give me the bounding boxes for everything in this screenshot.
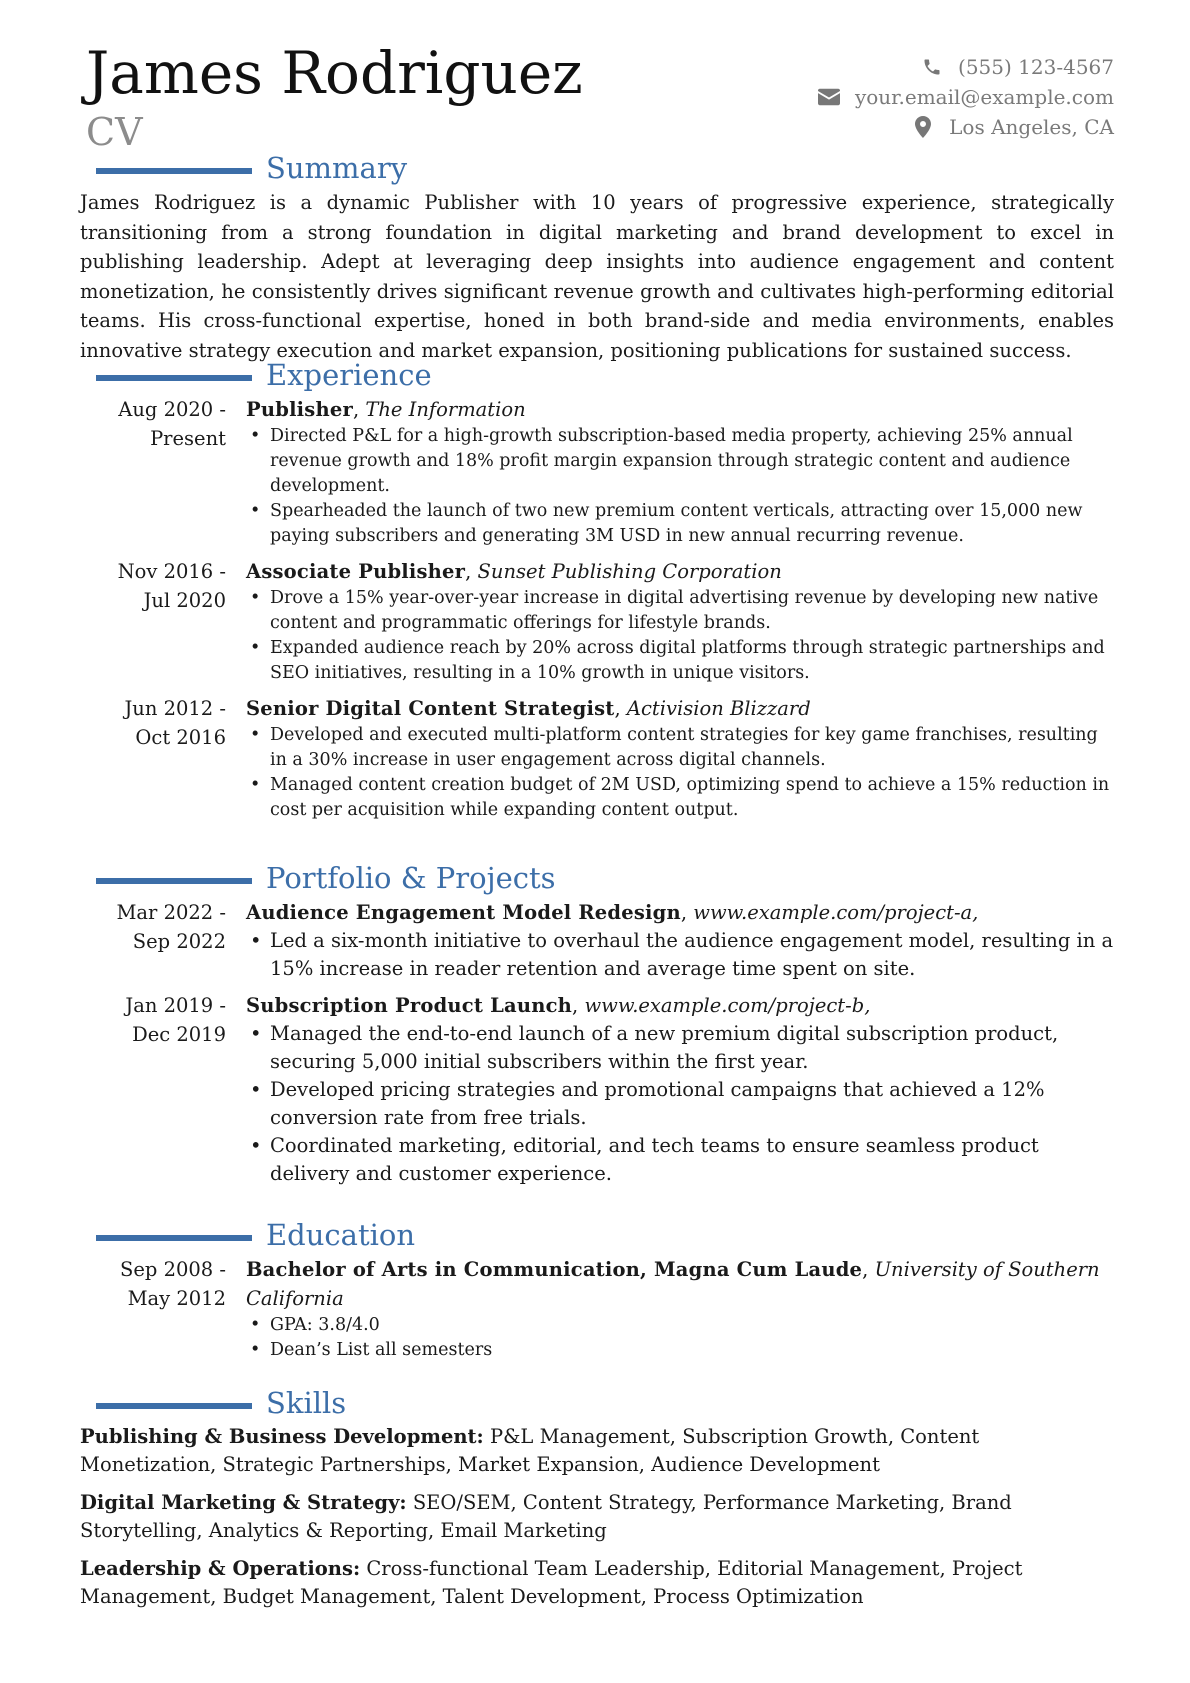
bullet-item: • Dean’s List all semesters bbox=[270, 1338, 1114, 1363]
section-accent-bar bbox=[96, 1403, 252, 1409]
entry-organization: Sunset Publishing Corporation bbox=[477, 560, 782, 583]
entry-organization: The Information bbox=[365, 398, 526, 421]
section-header bbox=[86, 148, 1114, 188]
entry-organization[interactable]: www.example.com/project-b, bbox=[584, 994, 871, 1017]
candidate-name: James Rodriguez bbox=[86, 39, 583, 107]
education-list bbox=[86, 1255, 1114, 1363]
section-title: Skills bbox=[266, 1386, 347, 1420]
entry-organization: University of Southern California bbox=[246, 1258, 1100, 1310]
timeline-entry bbox=[86, 694, 1114, 823]
entry-date: Aug 2020 - Present bbox=[118, 398, 226, 450]
map-pin-icon bbox=[911, 116, 935, 138]
skill-category: Leadership & Operations: bbox=[80, 1557, 361, 1580]
skill-category: Digital Marketing & Strategy: bbox=[80, 1491, 407, 1514]
section-header bbox=[86, 858, 1114, 898]
bullet-list bbox=[246, 927, 1114, 983]
contact-email bbox=[694, 82, 1114, 112]
phone-icon bbox=[920, 56, 944, 78]
bullet-item: • Managed the end-to-end launch of a new premium digital subscription product, securing 5,000 initial subscribers within the first year. bbox=[270, 1020, 1114, 1076]
entry-date: Sep 2008 - May 2012 bbox=[120, 1258, 226, 1310]
entry-role: Associate Publisher bbox=[246, 560, 466, 583]
section-title: Summary bbox=[266, 151, 408, 185]
experience-list bbox=[86, 395, 1114, 823]
entry-role: Subscription Product Launch bbox=[246, 994, 573, 1017]
bullet-item: • Developed and executed multi-platform content strategies for key game franchises, resulting in a 30% increase in user engagement across digital channels. bbox=[270, 723, 1114, 773]
entry-role: Senior Digital Content Strategist bbox=[246, 697, 615, 720]
location-text: Los Angeles, CA bbox=[949, 115, 1114, 139]
entry-date: Jun 2012 - Oct 2016 bbox=[124, 697, 226, 749]
entry-date: Nov 2016 - Jul 2020 bbox=[117, 560, 226, 612]
summary-section bbox=[80, 148, 1114, 365]
bullet-item: • Drove a 15% year-over-year increase in digital advertising revenue by developing new native content and programmatic offerings for lifestyle brands. bbox=[270, 586, 1114, 636]
section-header bbox=[86, 1383, 1114, 1423]
entry-organization: Activision Blizzard bbox=[626, 697, 811, 720]
entry-role: Publisher bbox=[246, 398, 353, 421]
projects-section bbox=[86, 858, 1114, 1196]
projects-list bbox=[86, 898, 1114, 1188]
entry-role: Audience Engagement Model Redesign bbox=[246, 901, 681, 924]
skill-items: SEO/SEM, Content Strategy, Performance Marketing, Brand Storytelling, Analytics & Reporting, Email Marketing bbox=[80, 1491, 1012, 1542]
entry-body bbox=[246, 694, 1114, 823]
bullet-item: • Managed content creation budget of 2M USD, optimizing spend to achieve a 15% reduction in cost per acquisition while expanding content output. bbox=[270, 773, 1114, 823]
bullet-item: • Developed pricing strategies and promotional campaigns that achieved a 12% conversion rate from free trials. bbox=[270, 1076, 1114, 1132]
skill-items: P&L Management, Subscription Growth, Content Monetization, Strategic Partnerships, Market Expansion, Audience Development bbox=[80, 1425, 980, 1476]
email-link[interactable]: your.email@example.com bbox=[854, 85, 1114, 109]
entry-heading: Bachelor of Arts in Communication, Magna Cum Laude, University of Southern California bbox=[246, 1258, 1100, 1310]
entry-body bbox=[246, 395, 1114, 549]
bullet-list bbox=[246, 1313, 1114, 1363]
bullet-item: • GPA: 3.8/4.0 bbox=[270, 1313, 1114, 1338]
skills-section bbox=[80, 1383, 1114, 1621]
entry-date: Jan 2019 - Dec 2019 bbox=[125, 994, 226, 1046]
entry-role: Bachelor of Arts in Communication, Magna Cum Laude bbox=[246, 1258, 863, 1281]
document-subtitle: CV bbox=[86, 110, 143, 154]
experience-section bbox=[86, 355, 1114, 831]
phone-text[interactable]: (555) 123-4567 bbox=[958, 55, 1114, 79]
entry-body bbox=[246, 991, 1114, 1188]
bullet-list bbox=[246, 723, 1114, 823]
section-header bbox=[86, 355, 1114, 395]
timeline-entry bbox=[86, 991, 1114, 1188]
section-title: Portfolio & Projects bbox=[266, 861, 556, 895]
timeline-entry bbox=[86, 395, 1114, 549]
skill-row bbox=[80, 1423, 1114, 1479]
timeline-entry bbox=[86, 898, 1114, 983]
summary-text: James Rodriguez is a dynamic Publisher with 10 years of progressive experience, strategically transitioning from a strong foundation in digital marketing and brand development to excel in publishing leadership. Adept at leveraging deep insights into audience engagement and content monetization, he consistently drives significant revenue growth and cultivates high-performing editorial teams. His cross-functional expertise, honed in both brand-side and media environments, enables innovative strategy execution and market expansion, positioning publications for sustained success. bbox=[80, 191, 1114, 362]
entry-organization[interactable]: www.example.com/project-a, bbox=[693, 901, 979, 924]
section-title: Education bbox=[266, 1218, 416, 1252]
bullet-item: • Expanded audience reach by 20% across digital platforms through strategic partnerships and SEO initiatives, resulting in a 10% growth in unique visitors. bbox=[270, 636, 1114, 686]
section-accent-bar bbox=[96, 375, 252, 381]
bullet-list bbox=[246, 1020, 1114, 1188]
envelope-icon bbox=[817, 86, 841, 108]
entry-body bbox=[246, 898, 1114, 983]
entry-heading: Audience Engagement Model Redesign, www.example.com/project-a, bbox=[246, 901, 979, 924]
section-title: Experience bbox=[266, 358, 432, 392]
contact-block bbox=[694, 52, 1114, 142]
entry-body bbox=[246, 1255, 1114, 1363]
entry-date: Mar 2022 - Sep 2022 bbox=[116, 901, 226, 953]
entry-heading: Subscription Product Launch, www.example.com/project-b, bbox=[246, 994, 871, 1017]
contact-phone bbox=[694, 52, 1114, 82]
section-accent-bar bbox=[96, 168, 252, 174]
bullet-list bbox=[246, 586, 1114, 686]
section-accent-bar bbox=[96, 1235, 252, 1241]
education-section bbox=[86, 1215, 1114, 1371]
contact-location bbox=[694, 112, 1114, 142]
skill-row bbox=[80, 1555, 1114, 1611]
timeline-entry bbox=[86, 1255, 1114, 1363]
entry-heading: Associate Publisher, Sunset Publishing Corporation bbox=[246, 560, 782, 583]
section-header bbox=[86, 1215, 1114, 1255]
entry-heading: Senior Digital Content Strategist, Activision Blizzard bbox=[246, 697, 811, 720]
skills-list bbox=[80, 1423, 1114, 1611]
bullet-item: • Led a six-month initiative to overhaul the audience engagement model, resulting in a 15% increase in reader retention and average time spent on site. bbox=[270, 927, 1114, 983]
skill-row bbox=[80, 1489, 1114, 1545]
timeline-entry bbox=[86, 557, 1114, 686]
skill-items: Cross-functional Team Leadership, Editorial Management, Project Management, Budget Management, Talent Development, Process Optimization bbox=[80, 1557, 1023, 1608]
section-accent-bar bbox=[96, 878, 252, 884]
entry-heading: Publisher, The Information bbox=[246, 398, 526, 421]
skill-category: Publishing & Business Development: bbox=[80, 1425, 484, 1448]
bullet-item: • Coordinated marketing, editorial, and tech teams to ensure seamless product delivery and customer experience. bbox=[270, 1132, 1114, 1188]
bullet-list bbox=[246, 424, 1114, 549]
entry-body bbox=[246, 557, 1114, 686]
bullet-item: • Spearheaded the launch of two new premium content verticals, attracting over 15,000 new paying subscribers and generating 3M USD in new annual recurring revenue. bbox=[270, 499, 1114, 549]
bullet-item: • Directed P&L for a high-growth subscription-based media property, achieving 25% annual revenue growth and 18% profit margin expansion through strategic content and audience development. bbox=[270, 424, 1114, 499]
